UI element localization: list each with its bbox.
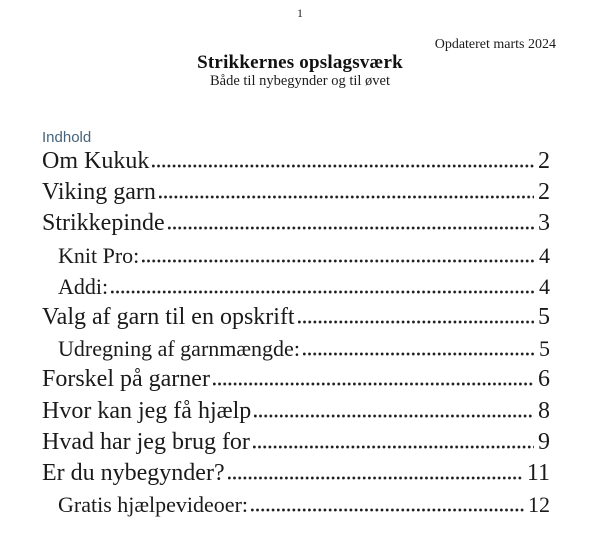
toc-entry-label: Hvor kan jeg få hjælp [42,397,252,424]
toc-entry-label: Hvad har jeg brug for [42,428,250,455]
toc-entry-page: 5 [539,336,550,362]
toc-leader-dots [152,164,534,168]
toc-entry-page: 2 [538,148,550,174]
toc-leader-dots [168,226,534,230]
toc-entry[interactable] [42,396,550,427]
toc-leader-dots [303,352,535,356]
toc-entry-label: Gratis hjælpevideoer: [58,492,249,518]
toc-entry-label: Udregning af garnmængde: [58,336,300,362]
toc-entry[interactable] [42,427,550,458]
toc-entry-page: 3 [538,210,550,237]
toc-entry-page: 12 [528,492,550,518]
toc-entry-label: Valg af garn til en opskrift [42,303,295,330]
toc-leader-dots [159,195,534,199]
toc-entry-label: Forskel på garner [42,366,210,393]
toc-entry-label: Strikkepinde [42,210,165,237]
toc-entry[interactable] [42,146,550,177]
toc-entry[interactable] [42,240,550,271]
document-title: Strikkernes opslagsværk [197,52,403,73]
toc-entry-page: 11 [526,459,550,486]
toc-entry-page: 4 [539,273,550,299]
toc-heading: Indhold [42,129,92,146]
toc-entry-page: 8 [538,397,550,424]
toc-entry[interactable] [42,333,550,364]
toc-entry-label: Viking garn [42,179,156,206]
toc-entry-label: Knit Pro: [58,242,140,268]
toc-entry[interactable] [42,458,550,489]
toc-entry-page: 2 [538,179,550,206]
toc-leader-dots [213,382,534,386]
toc-leader-dots [253,445,534,449]
toc-entry-label: Om Kukuk [42,148,150,174]
toc-leader-dots [254,414,534,418]
toc-leader-dots [111,290,535,294]
page-number: 1 [297,6,303,20]
toc-entry-page: 6 [538,366,550,393]
updated-note: Opdateret marts 2024 [434,37,556,52]
toc-entry-label: Addi: [58,273,109,299]
toc-leader-dots [228,476,523,480]
toc-entry-page: 9 [538,428,550,455]
document-subtitle: Både til nybegynder og til øvet [209,73,390,89]
toc-entry-page: 5 [538,303,550,330]
toc-leader-dots [251,508,524,512]
toc-list [42,146,550,520]
toc-entry-label: Er du nybegynder? [42,459,225,486]
toc-entry[interactable] [42,177,550,208]
toc-entry[interactable] [42,302,550,333]
toc-entry[interactable] [42,271,550,302]
toc-leader-dots [142,259,535,263]
toc-entry[interactable] [42,489,550,520]
toc-entry[interactable] [42,364,550,395]
toc-entry-page: 4 [539,242,550,268]
toc-leader-dots [298,320,534,324]
toc-entry[interactable] [42,208,550,239]
